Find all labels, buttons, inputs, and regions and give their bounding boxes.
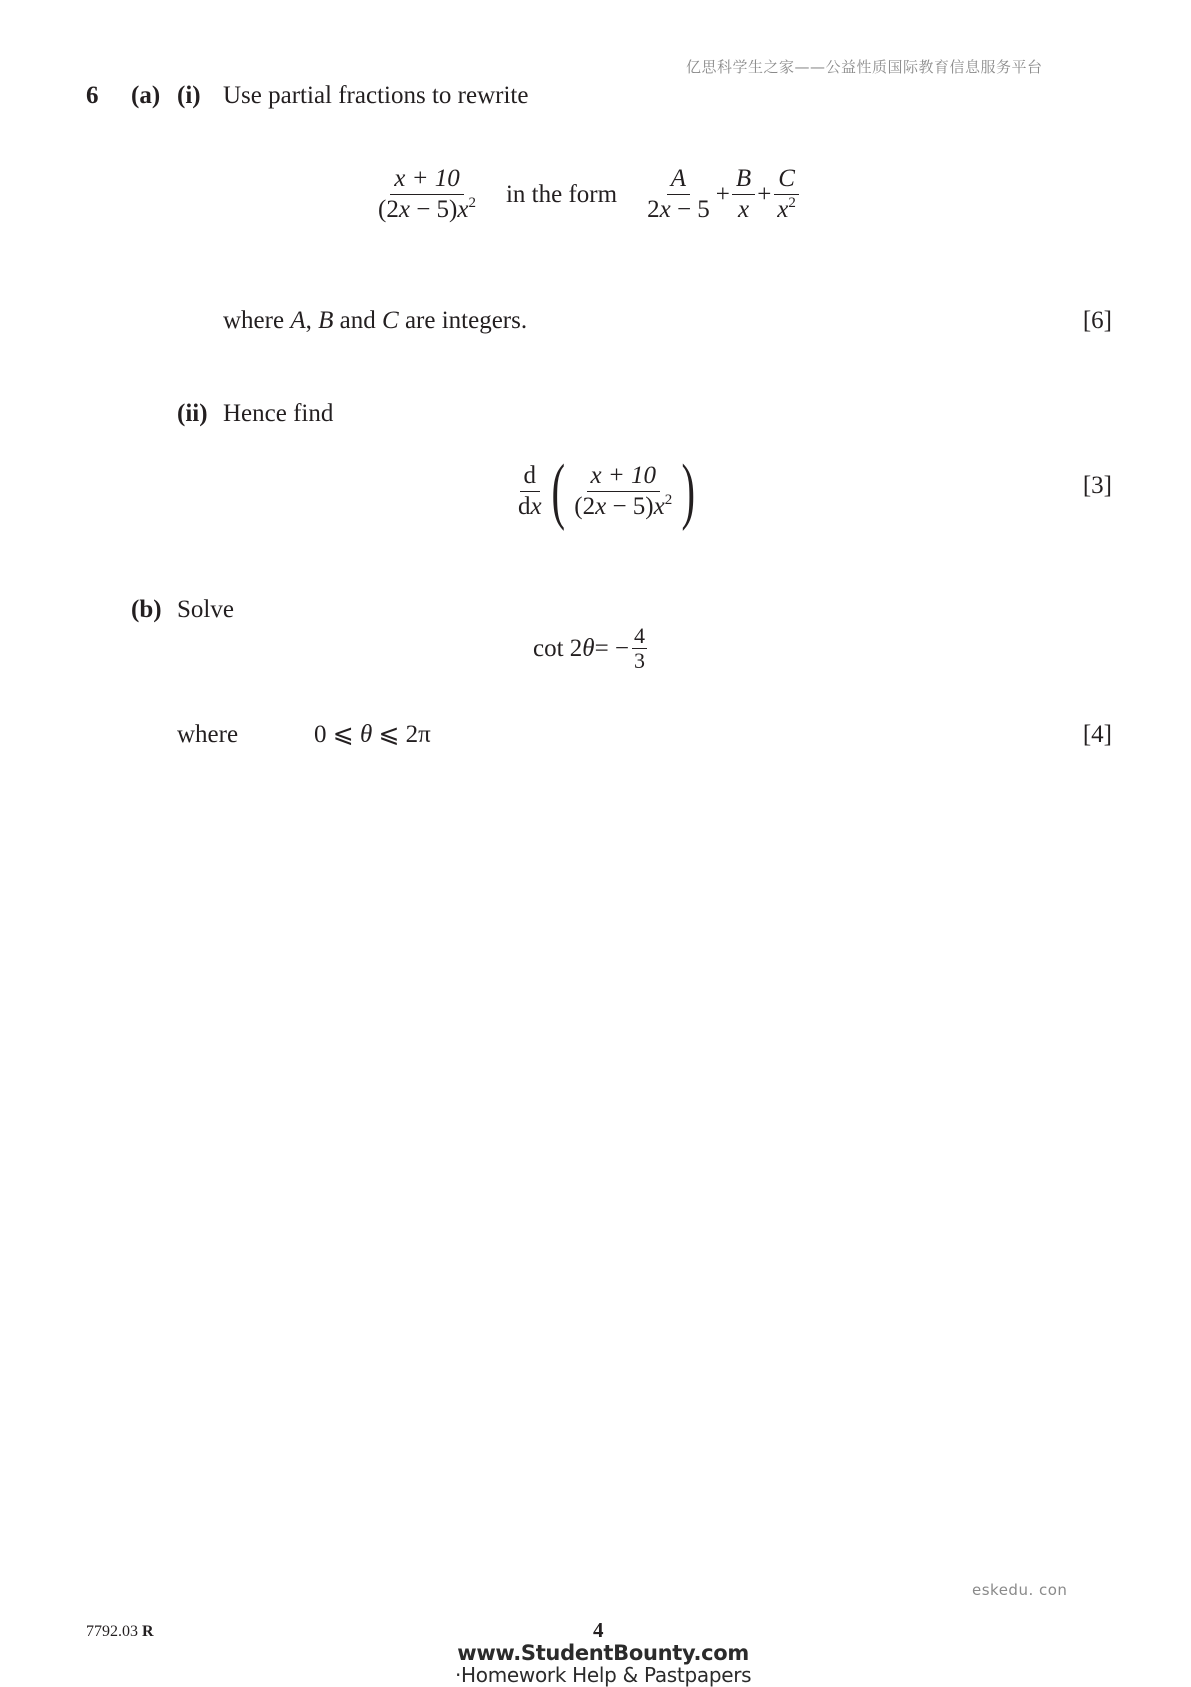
cot-equation: cot 2 θ = − $\frac{4}{3}$ [533, 623, 646, 673]
part-b-label: (b) [131, 596, 162, 623]
rhs-fraction-b: $\frac{B}{x}$ [732, 166, 755, 223]
marks-a-ii: [3] [1082, 472, 1112, 499]
lhs-fraction [374, 166, 480, 223]
integer-condition: where A, B and C are integers. [223, 307, 528, 334]
theta-range: 0 ⩽ θ ⩽ 2π [314, 721, 431, 748]
close-paren: ) [681, 450, 696, 532]
sub-i-instruction: Use partial fractions to rewrite [223, 82, 529, 109]
lhs-denominator: $(2x - 5)x^2$ [378, 195, 476, 223]
rhs-fraction-c: $\frac{C}{x^2}$ [773, 166, 800, 223]
derivative-expression [514, 450, 701, 532]
where-label: where [177, 721, 239, 748]
sub-ii-label: (ii) [177, 400, 208, 427]
open-paren: ( [551, 450, 565, 532]
site-watermark: eskedu. con [972, 1581, 1068, 1599]
studentbounty-logo [455, 1642, 751, 1686]
marks-a-i: [6] [1082, 307, 1112, 334]
in-the-form-text: in the form [505, 180, 618, 208]
logo-tagline: ·Homework Help & Pastpapers [455, 1663, 752, 1687]
question-number: 6 [86, 82, 99, 109]
derivative-fraction: $\frac{x + 10}{(2x - 5)x^2}$ [574, 461, 673, 520]
part-a-label: (a) [131, 82, 161, 109]
plus-sign: + [757, 180, 772, 208]
sub-i-label: (i) [177, 82, 201, 109]
partial-fraction-expression [374, 166, 800, 223]
paper-code: 7792.03 R [86, 1623, 154, 1640]
rhs-fraction-a: $\frac{A}{2x - 5}$ [647, 165, 710, 223]
plus-sign: + [715, 180, 730, 208]
part-b-instruction: Solve [177, 596, 234, 623]
logo-url: www.StudentBounty.com [457, 1641, 750, 1665]
sub-ii-instruction: Hence find [223, 400, 334, 427]
lhs-numerator: x + 10 [394, 165, 460, 192]
header-watermark: 亿思科学生之家——公益性质国际教育信息服务平台 [686, 58, 1043, 76]
marks-b: [4] [1082, 721, 1112, 748]
page-number: 4 [593, 1618, 604, 1642]
equation-fraction: $\frac{4}{3}$ [634, 623, 646, 673]
derivative-operator: $\frac{d}{dx}$ [518, 461, 542, 520]
